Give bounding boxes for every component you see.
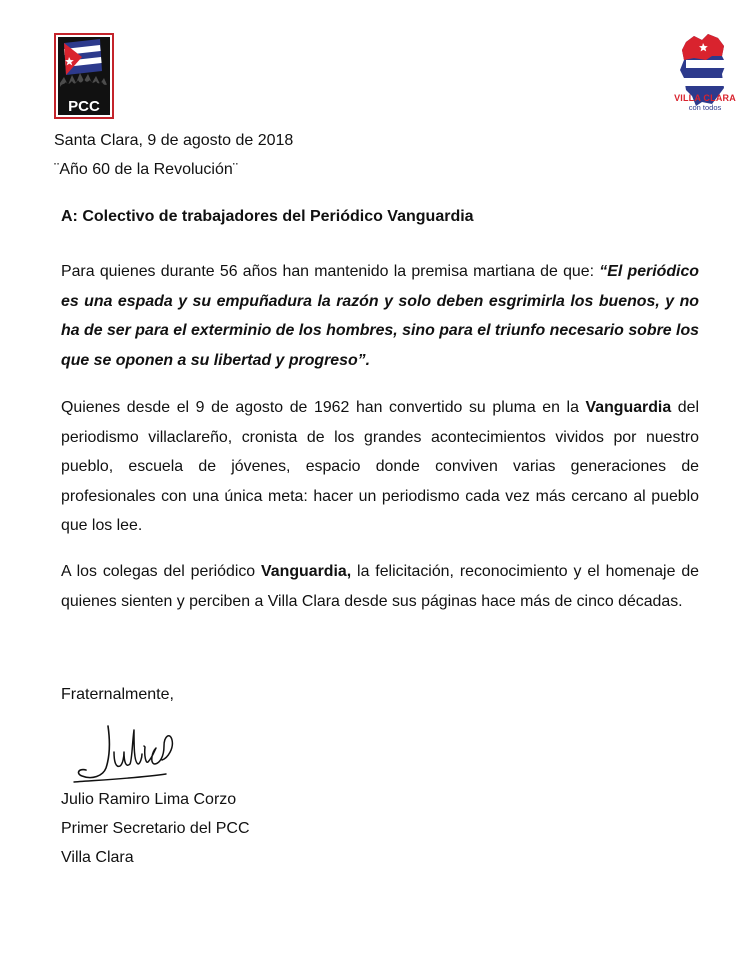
- year-line: ¨Año 60 de la Revolución¨: [54, 161, 239, 178]
- recipient-line: A: Colectivo de trabajadores del Periódico Vanguardia: [61, 208, 474, 225]
- paragraph-2-before: Quienes desde el 9 de agosto de 1962 han convertido su pluma en la: [61, 399, 586, 416]
- signer-place: Villa Clara: [61, 849, 134, 866]
- paragraph-3: [61, 557, 699, 616]
- paragraph-2-after: del periodismo villaclareño, cronista de los grandes acontecimientos vividos por nuestro pueblo, escuela de jóvenes, espacio donde conviven varias generaciones de profesionales con una única meta: hacer un periodismo cada vez más cercano al pueblo que los lee.: [61, 399, 699, 535]
- cuban-flag-icon: [64, 39, 102, 75]
- date-line: Santa Clara, 9 de agosto de 2018: [54, 132, 294, 149]
- closing: Fraternalmente,: [61, 686, 174, 703]
- paragraph-1-intro: Para quienes durante 56 años han mantenido la premisa martiana de que:: [61, 263, 600, 280]
- paragraph-1: [61, 257, 699, 375]
- paragraph-2: [61, 393, 699, 541]
- paragraph-2-emphasis: Vanguardia: [585, 399, 672, 416]
- villa-clara-logo-name: VILLA CLARA: [674, 93, 736, 103]
- paragraph-3-after: la felicitación, reconocimiento y el homenaje de quienes sienten y perciben a Villa Clara desde sus páginas hace más de cinco décadas.: [61, 563, 699, 610]
- paragraph-3-emphasis: Vanguardia,: [261, 563, 352, 580]
- villa-clara-logo-tagline: con todos: [688, 103, 722, 112]
- signer-name: Julio Ramiro Lima Corzo: [61, 791, 237, 808]
- pcc-logo-text: PCC: [68, 98, 100, 115]
- marti-quote: “El periódico es una espada y su empuñadura la razón y solo deben esgrimirla los buenos, y no ha de ser para el exterminio de los hombres, sino para el triunfo necesario sobre los que se oponen a su libertad y progreso”.: [61, 263, 700, 369]
- pcc-logo: [54, 33, 114, 119]
- villa-clara-logo-caption: [664, 93, 746, 112]
- paragraph-3-before: A los colegas del periódico: [61, 563, 262, 580]
- signer-role: Primer Secretario del PCC: [61, 820, 250, 837]
- handwritten-signature: [70, 716, 190, 788]
